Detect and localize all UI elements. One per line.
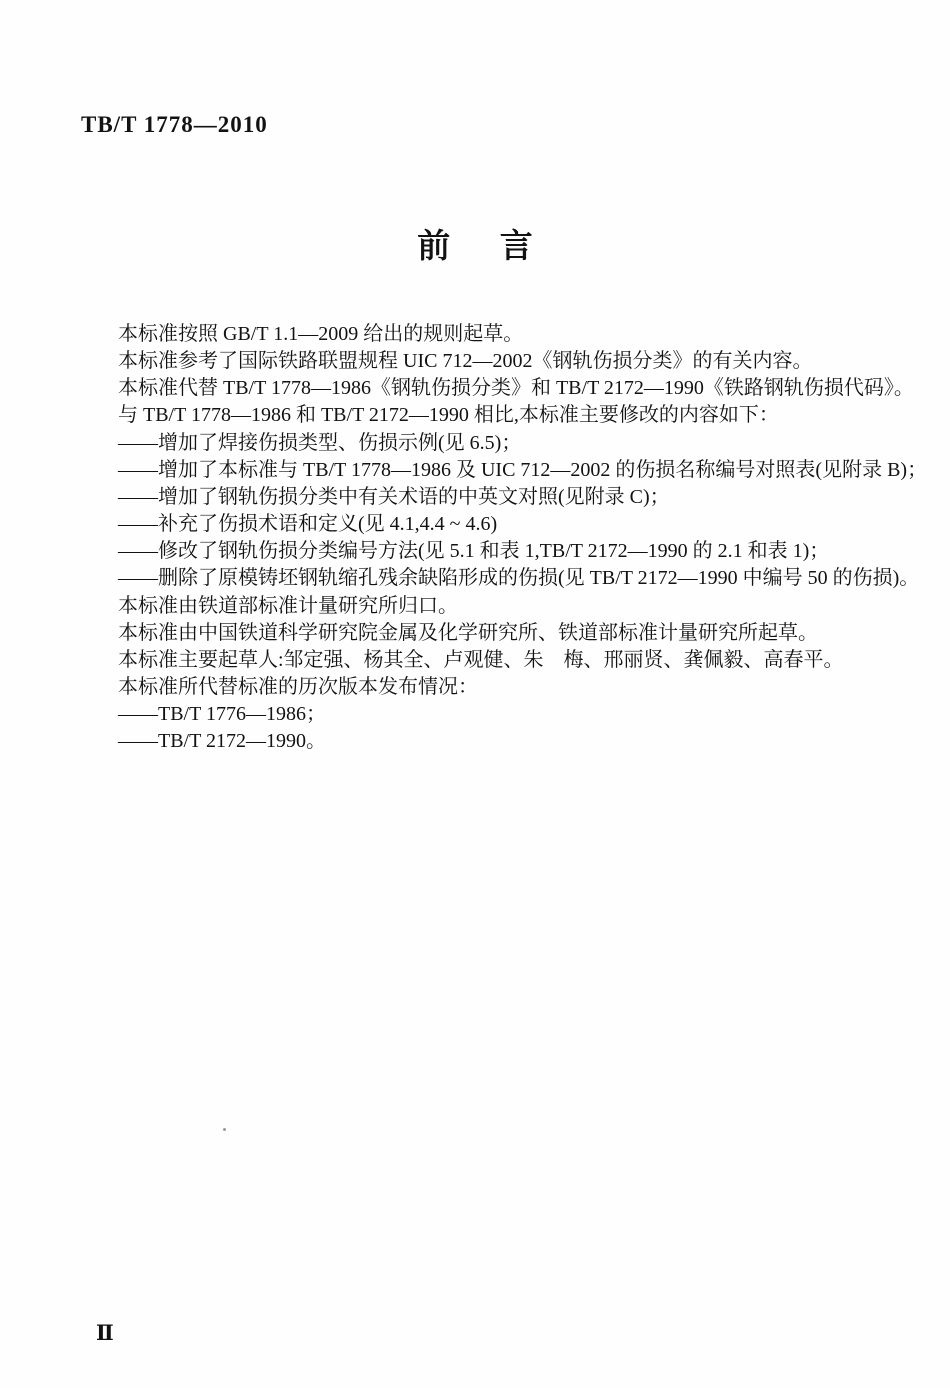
paragraph-line: ——增加了焊接伤损类型、伤损示例(见 6.5)； <box>118 431 522 454</box>
paragraph-line: 本标准由中国铁道科学研究院金属及化学研究所、铁道部标准计量研究所起草。 <box>118 621 818 644</box>
paragraph-line: 本标准按照 GB/T 1.1—2009 给出的规则起草。 <box>118 323 524 345</box>
paragraph-line: ——TB/T 1776—1986； <box>118 703 326 726</box>
paragraph-line: ——增加了钢轨伤损分类中有关术语的中英文对照(见附录 C)； <box>118 485 670 508</box>
scan-artifact-dot <box>223 1128 226 1131</box>
foreword-body <box>118 321 928 756</box>
paragraph-line: 本标准代替 TB/T 1778—1986《钢轨伤损分类》和 TB/T 2172—1990《铁路钢轨伤损代码》。 <box>118 377 914 400</box>
paragraph-line: ——补充了伤损术语和定义(见 4.1,4.4 ~ 4.6) <box>118 513 498 536</box>
paragraph-line: ——增加了本标准与 TB/T 1778—1986 及 UIC 712—2002 的伤损名称编号对照表(见附录 B)； <box>118 458 928 481</box>
paragraph-line: 本标准由铁道部标准计量研究所归口。 <box>118 594 458 617</box>
paragraph-line: 本标准主要起草人:邹定强、杨其全、卢观健、朱 梅、邢丽贤、龚佩毅、高春平。 <box>118 648 844 671</box>
page-number: Ⅱ <box>96 1321 114 1345</box>
paragraph-line: 本标准所代替标准的历次版本发布情况： <box>118 676 478 699</box>
paragraph-line: 本标准参考了国际铁路联盟规程 UIC 712—2002《钢轨伤损分类》的有关内容。 <box>118 350 813 373</box>
standard-number: TB/T 1778—2010 <box>81 112 268 137</box>
paragraph-line: ——删除了原模铸坯钢轨缩孔残余缺陷形成的伤损(见 TB/T 2172—1990 中编号 50 的伤损)。 <box>118 567 920 590</box>
paragraph-line: ——修改了钢轨伤损分类编号方法(见 5.1 和表 1,TB/T 2172—1990 的 2.1 和表 1)； <box>118 540 830 563</box>
paragraph-line: 与 TB/T 1778—1986 和 TB/T 2172—1990 相比,本标准主要修改的内容如下： <box>118 404 779 427</box>
page-title: 前 言 <box>417 227 541 264</box>
paragraph-line: ——TB/T 2172—1990。 <box>118 730 326 753</box>
